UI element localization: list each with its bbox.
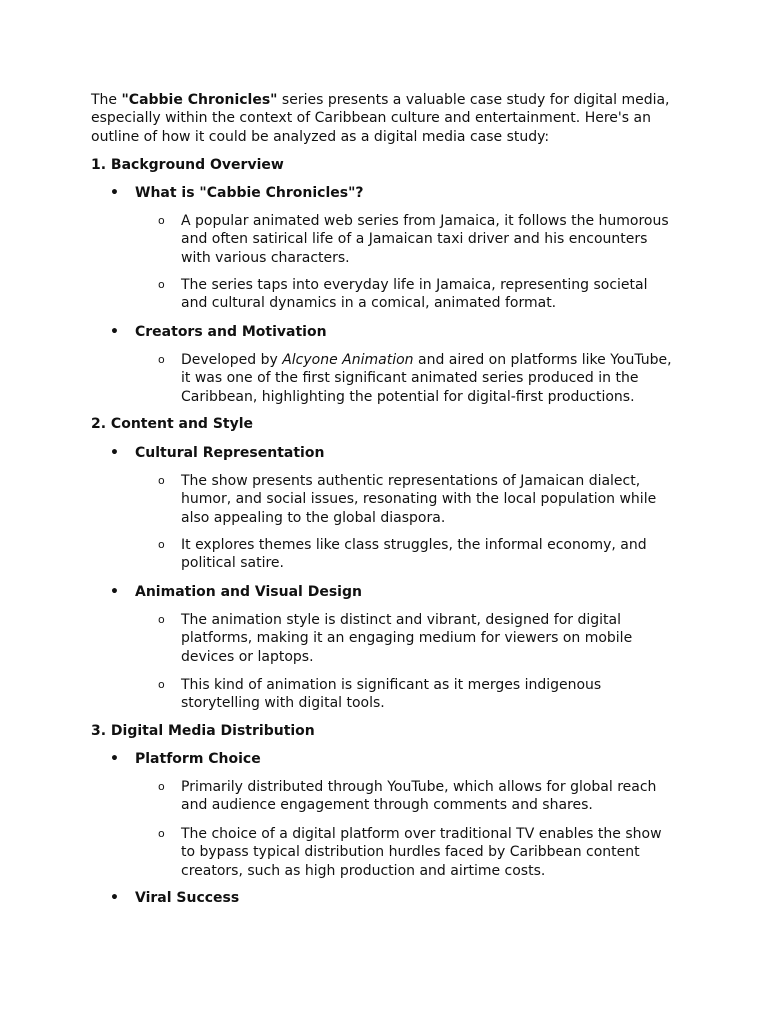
- item-text: The animation style is distinct and vibrant, designed for digital platforms, making it an engaging medium for viewers on mobile devices or laptops.: [181, 612, 633, 665]
- item-text: It explores themes like class struggles, the informal economy, and political satire.: [181, 537, 647, 572]
- item-text: The choice of a digital platform over traditional TV enables the show to bypass typical distribution hurdles faced by Caribbean content creators, such as high production and airtime costs.: [181, 826, 662, 879]
- bullet-icon: •: [110, 324, 119, 340]
- section-heading: 2. Content and Style: [91, 416, 254, 432]
- item-title: What is "Cabbie Chronicles"?: [135, 185, 364, 201]
- bullet-icon: •: [110, 751, 119, 767]
- section-heading: 1. Background Overview: [91, 157, 284, 173]
- intro-paragraph: [91, 91, 681, 146]
- item-title: Cultural Representation: [135, 445, 325, 461]
- studio-name: Alcyone Animation: [282, 352, 414, 368]
- circle-bullet-icon: o: [158, 474, 165, 487]
- item-text: Developed by Alcyone Animation and aired on platforms like YouTube, it was one of the first significant animated series produced in the Caribbean, highlighting the potential for digital-first productions.: [181, 352, 672, 405]
- list-item: [110, 889, 239, 907]
- sub-list-item: [158, 276, 678, 313]
- circle-bullet-icon: o: [158, 613, 165, 626]
- bullet-icon: •: [110, 584, 119, 600]
- sub-list-item: [158, 212, 678, 267]
- list-item: [110, 184, 364, 202]
- section-heading: 3. Digital Media Distribution: [91, 723, 315, 739]
- intro-suffix: series presents a valuable case study for digital media, especially within the context of Caribbean culture and entertainment. Here's an outline of how it could be analyzed as a digital media case study:: [91, 92, 670, 145]
- item-title: Animation and Visual Design: [135, 584, 362, 600]
- sub-list-item: [158, 611, 678, 666]
- sub-list-item: [158, 825, 678, 880]
- circle-bullet-icon: o: [158, 538, 165, 551]
- bullet-icon: •: [110, 445, 119, 461]
- list-item: [110, 583, 362, 601]
- item-title: Viral Success: [135, 890, 240, 906]
- item-title: Platform Choice: [135, 751, 261, 767]
- circle-bullet-icon: o: [158, 353, 165, 366]
- list-item: [110, 444, 324, 462]
- circle-bullet-icon: o: [158, 780, 165, 793]
- circle-bullet-icon: o: [158, 278, 165, 291]
- intro-title: "Cabbie Chronicles": [121, 92, 278, 108]
- item-text: Primarily distributed through YouTube, which allows for global reach and audience engagement through comments and shares.: [181, 779, 657, 814]
- sub-list-item: [158, 778, 678, 815]
- item-text: A popular animated web series from Jamaica, it follows the humorous and often satirical life of a Jamaican taxi driver and his encounters with various characters.: [181, 213, 669, 266]
- sub-list-item: [158, 472, 678, 527]
- item-text: The series taps into everyday life in Jamaica, representing societal and cultural dynamics in a comical, animated format.: [181, 277, 648, 312]
- circle-bullet-icon: o: [158, 678, 165, 691]
- bullet-icon: •: [110, 185, 119, 201]
- bullet-icon: •: [110, 890, 119, 906]
- circle-bullet-icon: o: [158, 214, 165, 227]
- circle-bullet-icon: o: [158, 827, 165, 840]
- sub-list-item: [158, 351, 678, 406]
- item-title: Creators and Motivation: [135, 324, 327, 340]
- list-item: [110, 750, 261, 768]
- list-item: [110, 323, 327, 341]
- sub-list-item: [158, 676, 678, 713]
- intro-prefix: The: [91, 92, 122, 108]
- sub-list-item: [158, 536, 678, 573]
- item-text: The show presents authentic representations of Jamaican dialect, humor, and social issues, resonating with the local population while also appealing to the global diaspora.: [181, 473, 657, 526]
- item-text: This kind of animation is significant as it merges indigenous storytelling with digital tools.: [181, 677, 602, 712]
